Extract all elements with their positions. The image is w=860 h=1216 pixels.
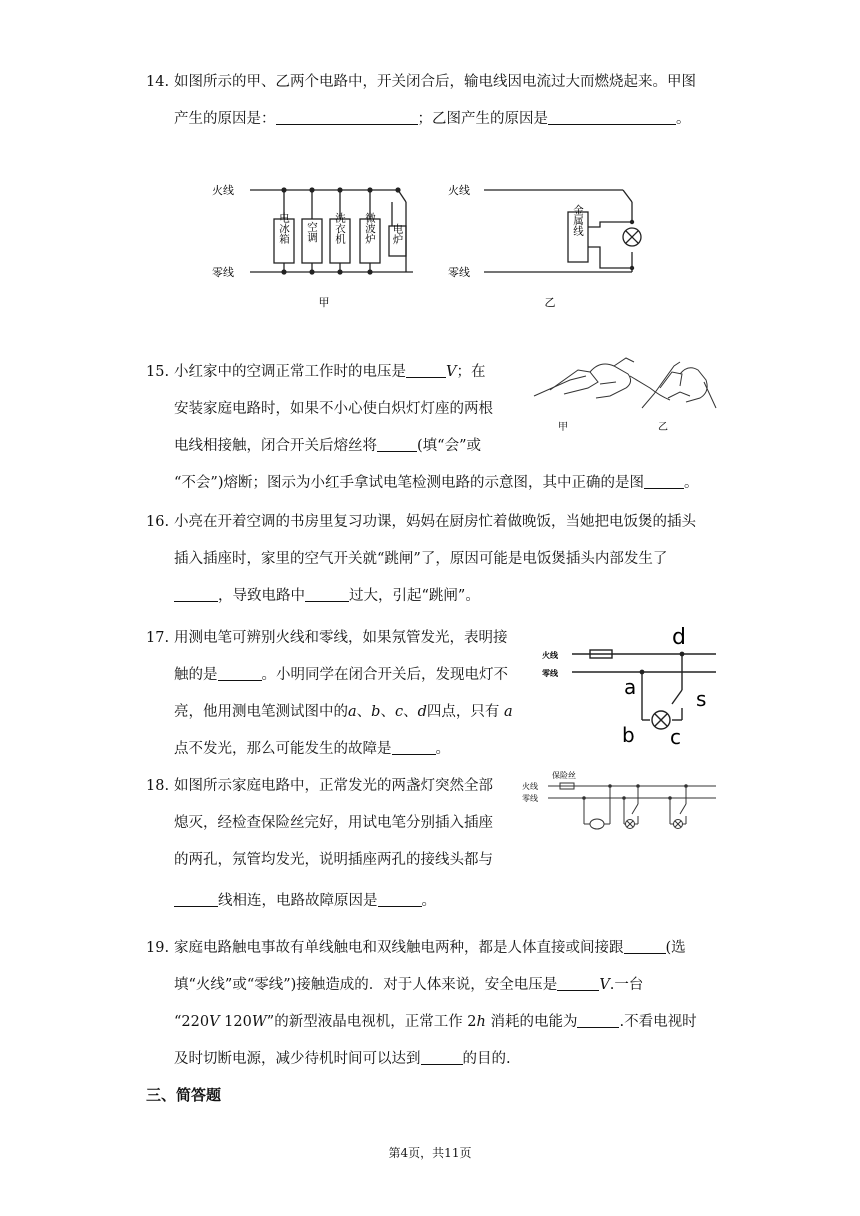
metal-wire-label: 金属线: [572, 204, 584, 236]
question-number: 19.: [146, 940, 170, 956]
point-label: b: [622, 723, 635, 746]
question-number: 15.: [146, 364, 170, 380]
question-text: 触的是 。小明同学在闭合开关后，发现电灯不: [174, 657, 513, 694]
question-text: ，导致电路中 过大，引起“跳闸”。: [174, 578, 696, 615]
appliance-label: 电炉: [391, 223, 404, 245]
appliance-label: 空调: [306, 221, 318, 243]
figure-caption: 乙: [658, 422, 668, 433]
question-text: 点不发光，那么可能发生的故障是 。: [174, 731, 513, 768]
neutral-wire-label: 零线: [522, 794, 538, 803]
answer-blank[interactable]: [421, 1048, 463, 1065]
figure-caption: 甲: [318, 296, 330, 309]
live-wire-label: 火线: [522, 782, 538, 791]
answer-blank[interactable]: [305, 585, 349, 602]
appliance-label: 微波炉: [364, 212, 376, 244]
page-footer: 第4页，共11页: [388, 1146, 472, 1160]
answer-blank[interactable]: [174, 585, 218, 602]
question-text: 线相连，电路故障原因是 。: [174, 883, 493, 920]
question-text: 用测电笔可辨别火线和零线，如果氖管发光，表明接: [174, 630, 508, 646]
question-text: 及时切断电源，减少待机时间可以达到 的目的.: [174, 1041, 697, 1078]
point-label: d: [672, 625, 686, 650]
question-text: 家庭电路触电事故有单线触电和双线触电两种，都是人体直接或间接跟 (选: [174, 930, 697, 967]
neutral-wire-label: 零线: [212, 266, 234, 279]
q18-circuit-figure: [520, 766, 720, 846]
question-text: 安装家庭电路时，如果不小心使白炽灯灯座的两根: [174, 401, 493, 417]
question-text: 插入插座时，家里的空气开关就“跳闸”了，原因可能是电饭煲插头内部发生了: [174, 551, 668, 567]
question-number: 16.: [146, 514, 170, 530]
question-text: 电线相接触，闭合开关后熔丝将 (填“会”或: [174, 428, 698, 465]
live-wire-label: 火线: [448, 184, 470, 197]
q17-circuit-figure: [540, 620, 720, 746]
question-text: 熄灭，经检查保险丝完好，用试电笔分别插入插座: [174, 815, 493, 831]
switch-label: s: [696, 687, 707, 711]
live-wire-label: 火线: [212, 184, 234, 197]
question-number: 17.: [146, 630, 170, 646]
q14-circuit-figure: [208, 172, 668, 312]
answer-blank[interactable]: [218, 664, 262, 681]
question-text: “220V 120W”的新型液晶电视机，正常工作 2h 消耗的电能为 .不看电视时: [174, 1004, 697, 1041]
answer-blank[interactable]: [378, 890, 422, 907]
answer-blank[interactable]: [406, 361, 446, 378]
live-wire-label: 火线: [542, 651, 558, 660]
answer-blank[interactable]: [276, 108, 418, 125]
neutral-wire-label: 零线: [542, 669, 558, 678]
fuse-label: 保险丝: [552, 771, 576, 780]
point-label: a: [624, 675, 637, 699]
question-text: 小红家中的空调正常工作时的电压是 V；在: [174, 354, 698, 391]
question-text: 的两孔，氖管均发光，说明插座两孔的接线头都与: [174, 852, 493, 868]
answer-blank[interactable]: [392, 738, 436, 755]
answer-blank[interactable]: [577, 1011, 619, 1028]
question-number: 18.: [146, 778, 170, 794]
answer-blank[interactable]: [624, 937, 666, 954]
answer-blank[interactable]: [548, 108, 676, 125]
figure-caption: 甲: [558, 422, 568, 433]
neutral-wire-label: 零线: [448, 266, 470, 279]
question-text: 如图所示家庭电路中，正常发光的两盏灯突然全部: [174, 778, 493, 794]
appliance-label: 电冰箱: [278, 212, 290, 244]
figure-caption: 乙: [544, 296, 556, 309]
answer-blank[interactable]: [377, 435, 417, 452]
question-text: 小亮在开着空调的书房里复习功课，妈妈在厨房忙着做晚饭，当她把电饭煲的插头: [174, 514, 696, 530]
question-text: 填“火线”或“零线”)接触造成的．对于人体来说，安全电压是 V.一台: [174, 967, 697, 1004]
question-number: 14.: [146, 74, 170, 90]
question-text: 亮，他用测电笔测试图中的a、b、c、d四点，只有 a: [174, 704, 513, 720]
section-heading: 三、简答题: [146, 1086, 222, 1104]
answer-blank[interactable]: [644, 472, 684, 489]
point-label: c: [670, 725, 681, 746]
answer-blank[interactable]: [174, 890, 218, 907]
q15-test-pen-figure: [530, 352, 720, 436]
question-text: 产生的原因是： ；乙图产生的原因是 。: [174, 101, 734, 138]
question-text: 如图所示的甲、乙两个电路中，开关闭合后，输电线因电流过大而燃烧起来。甲图: [174, 74, 696, 90]
answer-blank[interactable]: [557, 974, 599, 991]
question-text: “不会”)熔断；图示为小红手拿试电笔检测电路的示意图，其中正确的是图 。: [146, 465, 698, 502]
appliance-label: 洗衣机: [334, 212, 346, 244]
